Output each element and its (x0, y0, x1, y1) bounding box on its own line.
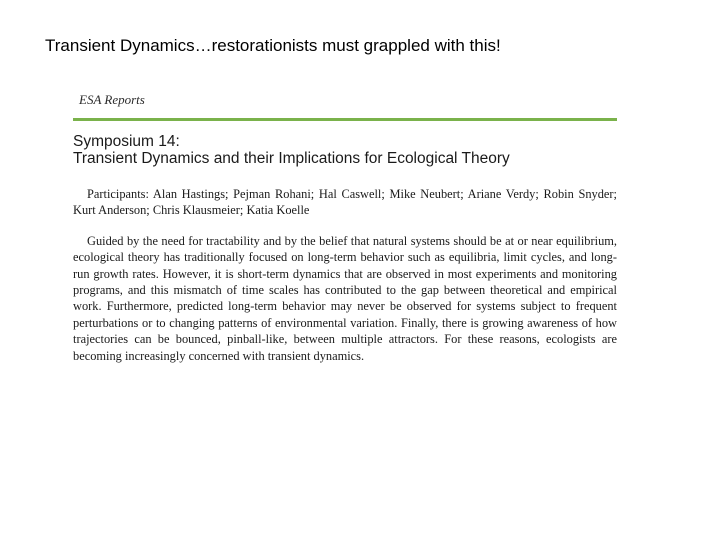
participants-paragraph: Participants: Alan Hastings; Pejman Rohani; Hal Caswell; Mike Neubert; Ariane Verdy; Robin Snyder; Kurt Anderson; Chris Klausmeier; Katia Koelle (73, 187, 617, 218)
symposium-heading (73, 133, 617, 167)
document-excerpt (73, 92, 617, 364)
symposium-title: Transient Dynamics and their Implications for Ecological Theory (73, 150, 510, 167)
abstract-paragraph: Guided by the need for tractability and by the belief that natural systems should be at or near equilibrium, ecological theory has traditionally focused on long-term behavior such as equilibria, limit cycles, and long-run growth rates. However, it is short-term dynamics that are observed in most experiments and monitoring programs, and this mismatch of time scales has contributed to the gap between theoretical and empirical work. Furthermore, predicted long-term behavior may never be observed for systems subject to frequent perturbations or to changing patterns of environmental variation. Finally, there is growing awareness of how trajectories can be bounced, pinball-like, between multiple attractors. For these reasons, ecologists are becoming increasingly concerned with transient dynamics. (73, 233, 617, 363)
slide-title: Transient Dynamics…restorationists must grappled with this! (45, 36, 501, 55)
accent-rule (73, 118, 617, 121)
symposium-number: Symposium 14: (73, 133, 180, 150)
series-label: ESA Reports (79, 92, 145, 107)
